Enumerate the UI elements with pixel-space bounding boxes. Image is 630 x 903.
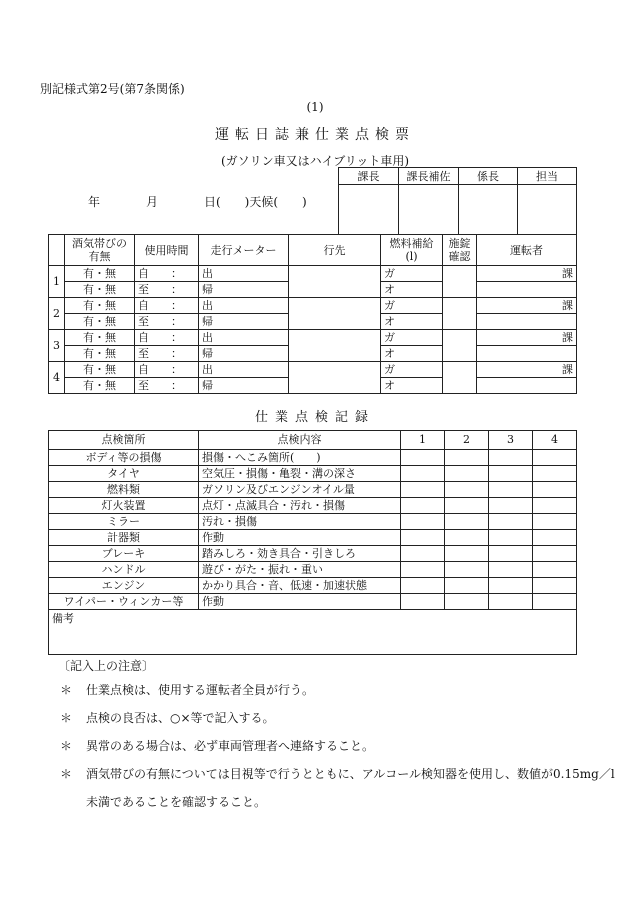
- approval-section-head: 係長: [459, 168, 518, 185]
- alcohol-check[interactable]: 有・無: [65, 378, 135, 394]
- time-from[interactable]: 自 ：: [135, 362, 199, 378]
- inspection-place: ボディ等の損傷: [49, 450, 199, 466]
- approval-deputy: 課長補佐: [399, 168, 459, 185]
- lock-check-cell[interactable]: [443, 298, 477, 330]
- form-number: (1): [306, 100, 324, 114]
- inspection-content: 空気圧・損傷・亀裂・溝の深さ: [199, 466, 401, 482]
- approval-chief: 課長: [339, 168, 399, 185]
- inspection-title: 仕業点検記録: [254, 410, 375, 425]
- check-cell[interactable]: [445, 562, 489, 578]
- page-title: 運転日誌兼仕業点検票: [215, 127, 415, 143]
- meter-out[interactable]: 出: [199, 330, 289, 346]
- approval-table: [338, 167, 577, 235]
- check-cell[interactable]: [401, 498, 445, 514]
- inspection-content: 点灯・点滅具合・汚れ・損傷: [199, 498, 401, 514]
- log-header-meter: 走行メーター: [199, 235, 289, 266]
- time-to[interactable]: 至 ：: [135, 346, 199, 362]
- date-month[interactable]: 月: [146, 195, 159, 209]
- time-from[interactable]: 自 ：: [135, 330, 199, 346]
- inspection-content: 作動: [199, 530, 401, 546]
- destination-cell[interactable]: [289, 330, 381, 362]
- inspection-place: ハンドル: [49, 562, 199, 578]
- note-text: 仕業点検は、使用する運転者全員が行う。: [86, 683, 315, 697]
- time-from[interactable]: 自 ：: [135, 266, 199, 282]
- destination-cell[interactable]: [289, 362, 381, 394]
- note-item: [60, 709, 275, 726]
- check-cell[interactable]: [401, 562, 445, 578]
- remarks-label: 備考: [52, 612, 74, 625]
- inspection-header-col2: 2: [445, 431, 489, 450]
- time-to[interactable]: 至 ：: [135, 378, 199, 394]
- check-cell[interactable]: [445, 466, 489, 482]
- driver-name-cell[interactable]: [477, 314, 577, 330]
- log-row-number: 3: [49, 330, 65, 362]
- inspection-place: エンジン: [49, 578, 199, 594]
- driver-section[interactable]: 課: [477, 298, 577, 314]
- log-header-driver: 運転者: [477, 235, 577, 266]
- form-id: 別記様式第2号(第7条関係): [40, 82, 185, 96]
- check-cell[interactable]: [489, 498, 533, 514]
- check-cell[interactable]: [401, 514, 445, 530]
- check-cell[interactable]: [445, 594, 489, 610]
- meter-return[interactable]: 帰: [199, 282, 289, 298]
- check-cell[interactable]: [401, 450, 445, 466]
- fuel-gas[interactable]: ガ: [381, 330, 443, 346]
- note-text: 異常のある場合は、必ず車両管理者へ連絡すること。: [86, 739, 375, 753]
- inspection-place: 灯火装置: [49, 498, 199, 514]
- note-text: 酒気帯びの有無については目視等で行うとともに、アルコール検知器を使用し、数値が0.15mg／l: [86, 767, 615, 781]
- check-cell[interactable]: [489, 562, 533, 578]
- check-cell[interactable]: [489, 578, 533, 594]
- meter-return[interactable]: 帰: [199, 346, 289, 362]
- notes-heading: 〔記入上の注意〕: [58, 659, 155, 673]
- alcohol-check[interactable]: 有・無: [65, 346, 135, 362]
- check-cell[interactable]: [445, 450, 489, 466]
- stamp-section-head[interactable]: [459, 185, 518, 235]
- driver-section[interactable]: 課: [477, 266, 577, 282]
- inspection-place: ワイパー・ウィンカー等: [49, 594, 199, 610]
- check-cell[interactable]: [401, 594, 445, 610]
- driver-name-cell[interactable]: [477, 378, 577, 394]
- alcohol-check[interactable]: 有・無: [65, 314, 135, 330]
- check-cell[interactable]: [533, 530, 577, 546]
- inspection-header-content: 点検内容: [199, 431, 401, 450]
- driver-name-cell[interactable]: [477, 346, 577, 362]
- check-cell[interactable]: [533, 450, 577, 466]
- inspection-place: ブレーキ: [49, 546, 199, 562]
- lock-check-cell[interactable]: [443, 362, 477, 394]
- time-from[interactable]: 自 ：: [135, 298, 199, 314]
- inspection-content: ガソリン及びエンジンオイル量: [199, 482, 401, 498]
- check-cell[interactable]: [533, 578, 577, 594]
- driving-log-table: [48, 234, 577, 394]
- check-cell[interactable]: [489, 482, 533, 498]
- time-to[interactable]: 至 ：: [135, 282, 199, 298]
- check-cell[interactable]: [445, 482, 489, 498]
- date-year[interactable]: 年: [88, 195, 101, 209]
- log-header-lock: 施錠確認: [443, 235, 477, 266]
- inspection-header-col4: 4: [533, 431, 577, 450]
- log-row-number: 4: [49, 362, 65, 394]
- check-cell[interactable]: [489, 450, 533, 466]
- inspection-table: [48, 430, 577, 655]
- fuel-oil[interactable]: オ: [381, 378, 443, 394]
- inspection-content: 汚れ・損傷: [199, 514, 401, 530]
- check-cell[interactable]: [533, 562, 577, 578]
- fuel-oil[interactable]: オ: [381, 282, 443, 298]
- check-cell[interactable]: [489, 546, 533, 562]
- check-cell[interactable]: [533, 546, 577, 562]
- inspection-content: 踏みしろ・効き具合・引きしろ: [199, 546, 401, 562]
- fuel-gas[interactable]: ガ: [381, 266, 443, 282]
- driver-name-cell[interactable]: [477, 282, 577, 298]
- inspection-header-place: 点検箇所: [49, 431, 199, 450]
- bullet-icon: ＊: [60, 683, 73, 697]
- date-day-weather[interactable]: 日( )天候( ): [204, 195, 307, 209]
- remarks-field[interactable]: [49, 610, 577, 655]
- log-header-time: 使用時間: [135, 235, 199, 266]
- alcohol-check[interactable]: 有・無: [65, 282, 135, 298]
- fuel-oil[interactable]: オ: [381, 314, 443, 330]
- inspection-content: かかり具合・音、低速・加速状態: [199, 578, 401, 594]
- alcohol-check[interactable]: 有・無: [65, 330, 135, 346]
- check-cell[interactable]: [445, 514, 489, 530]
- check-cell[interactable]: [489, 466, 533, 482]
- fuel-gas[interactable]: ガ: [381, 362, 443, 378]
- check-cell[interactable]: [401, 546, 445, 562]
- check-cell[interactable]: [401, 530, 445, 546]
- time-to[interactable]: 至 ：: [135, 314, 199, 330]
- log-header-no: [49, 235, 65, 266]
- inspection-place: ミラー: [49, 514, 199, 530]
- meter-return[interactable]: 帰: [199, 378, 289, 394]
- bullet-icon: ＊: [60, 739, 73, 753]
- check-cell[interactable]: [489, 530, 533, 546]
- stamp-chief[interactable]: [339, 185, 399, 235]
- inspection-content: 損傷・へこみ箇所( ): [199, 450, 401, 466]
- page-subtitle: (ガソリン車又はハイブリット車用): [220, 154, 410, 168]
- alcohol-check[interactable]: 有・無: [65, 298, 135, 314]
- lock-check-cell[interactable]: [443, 266, 477, 298]
- stamp-deputy[interactable]: [399, 185, 459, 235]
- note-text: 点検の良否は、○×等で記入する。: [86, 711, 275, 725]
- check-cell[interactable]: [445, 530, 489, 546]
- inspection-place: タイヤ: [49, 466, 199, 482]
- check-cell[interactable]: [533, 514, 577, 530]
- check-cell[interactable]: [445, 498, 489, 514]
- destination-cell[interactable]: [289, 266, 381, 298]
- fuel-gas[interactable]: ガ: [381, 298, 443, 314]
- check-cell[interactable]: [533, 594, 577, 610]
- inspection-header-col3: 3: [489, 431, 533, 450]
- destination-cell[interactable]: [289, 298, 381, 330]
- approval-staff: 担当: [518, 168, 577, 185]
- log-header-destination: 行先: [289, 235, 381, 266]
- inspection-content: 作動: [199, 594, 401, 610]
- log-header-alcohol: 酒気帯びの有無: [65, 235, 135, 266]
- meter-out[interactable]: 出: [199, 266, 289, 282]
- note-continuation: 未満であることを確認すること。: [86, 795, 267, 809]
- note-item: [60, 681, 314, 698]
- alcohol-check[interactable]: 有・無: [65, 362, 135, 378]
- bullet-icon: ＊: [60, 767, 73, 781]
- lock-check-cell[interactable]: [443, 330, 477, 362]
- log-row-number: 1: [49, 266, 65, 298]
- alcohol-check[interactable]: 有・無: [65, 266, 135, 282]
- inspection-place: 燃料類: [49, 482, 199, 498]
- driver-section[interactable]: 課: [477, 330, 577, 346]
- check-cell[interactable]: [401, 466, 445, 482]
- meter-return[interactable]: 帰: [199, 314, 289, 330]
- meter-out[interactable]: 出: [199, 298, 289, 314]
- meter-out[interactable]: 出: [199, 362, 289, 378]
- check-cell[interactable]: [533, 482, 577, 498]
- check-cell[interactable]: [445, 546, 489, 562]
- inspection-content: 遊び・がた・振れ・重い: [199, 562, 401, 578]
- inspection-place: 計器類: [49, 530, 199, 546]
- check-cell[interactable]: [445, 578, 489, 594]
- check-cell[interactable]: [401, 482, 445, 498]
- note-item: [60, 737, 374, 754]
- stamp-staff[interactable]: [518, 185, 577, 235]
- check-cell[interactable]: [533, 498, 577, 514]
- fuel-oil[interactable]: オ: [381, 346, 443, 362]
- check-cell[interactable]: [489, 594, 533, 610]
- check-cell[interactable]: [489, 514, 533, 530]
- log-header-fuel: 燃料補給(l): [381, 235, 443, 266]
- note-item: [60, 765, 615, 782]
- log-row-number: 2: [49, 298, 65, 330]
- inspection-header-col1: 1: [401, 431, 445, 450]
- check-cell[interactable]: [401, 578, 445, 594]
- driver-section[interactable]: 課: [477, 362, 577, 378]
- bullet-icon: ＊: [60, 711, 73, 725]
- check-cell[interactable]: [533, 466, 577, 482]
